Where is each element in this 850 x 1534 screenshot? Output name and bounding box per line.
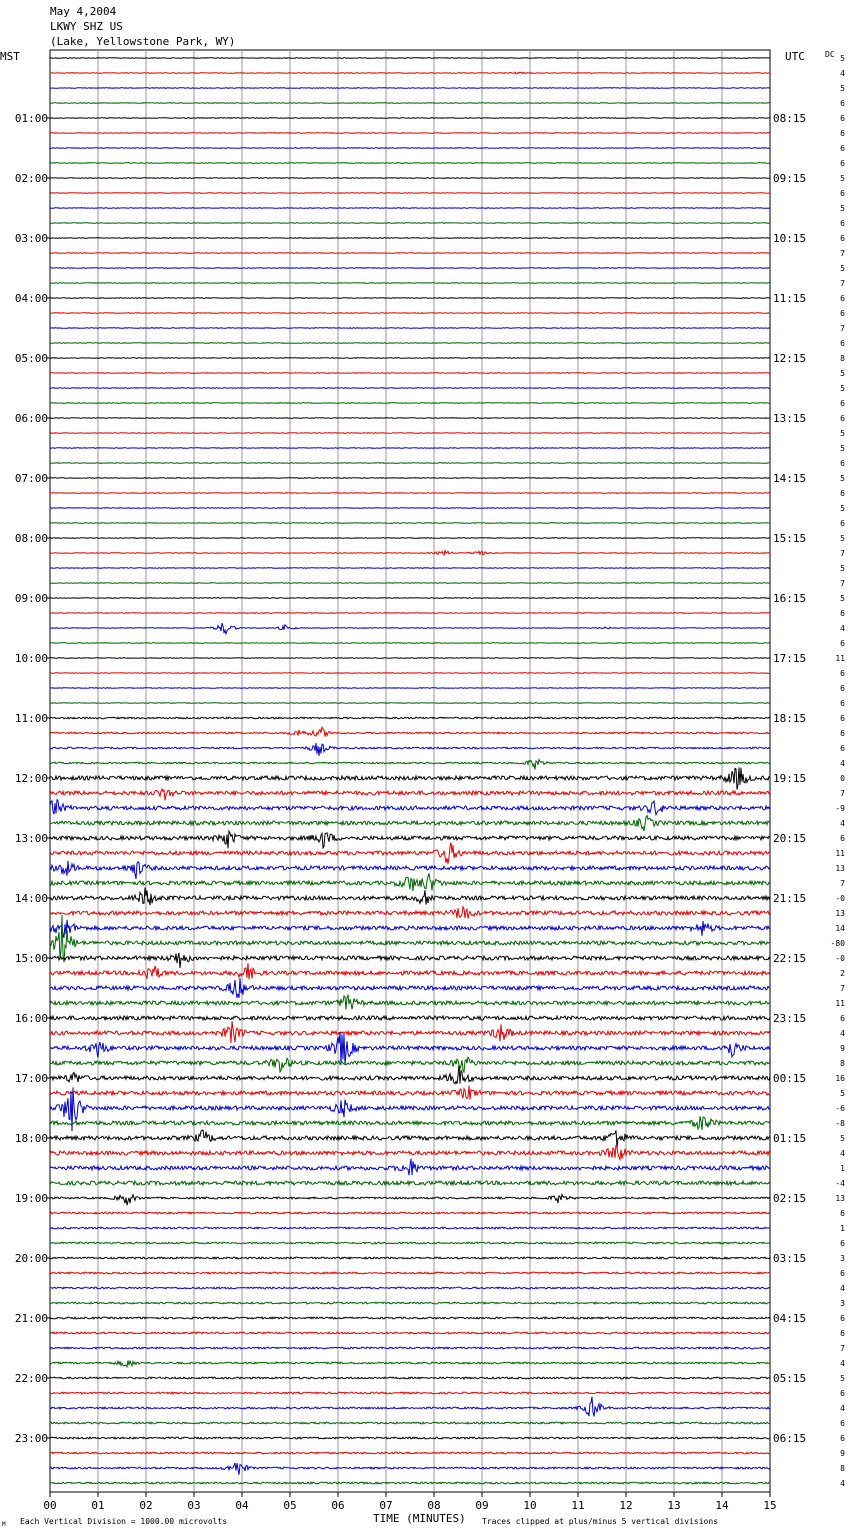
seismic-trace xyxy=(50,703,770,704)
seismic-trace xyxy=(50,953,770,968)
dc-offset-label: 16 xyxy=(835,1074,845,1083)
x-tick-label: 10 xyxy=(523,1499,537,1512)
plot-grid xyxy=(50,50,770,1492)
seismic-trace xyxy=(50,148,770,149)
seismic-trace xyxy=(50,358,770,359)
dc-offset-label: 4 xyxy=(840,759,845,768)
dc-offset-label: 6 xyxy=(840,339,845,348)
dc-offset-label: 4 xyxy=(840,69,845,78)
dc-offset-label: 11 xyxy=(835,654,845,663)
left-hour-label: 21:00 xyxy=(14,1312,48,1325)
seismic-trace xyxy=(50,523,770,524)
seismic-trace xyxy=(50,1377,770,1379)
dc-offset-label: 6 xyxy=(840,519,845,528)
right-hour-label: 21:15 xyxy=(773,892,807,905)
x-tick-label: 00 xyxy=(43,1499,57,1512)
dc-offset-label: 4 xyxy=(840,819,845,828)
seismic-trace xyxy=(50,1437,770,1439)
seismic-trace xyxy=(50,1065,770,1084)
dc-offset-label: 5 xyxy=(840,429,845,438)
dc-offset-label: 6 xyxy=(840,1434,845,1443)
dc-offset-label: 9 xyxy=(840,1449,845,1458)
dc-offset-label: 5 xyxy=(840,564,845,573)
dc-offset-label: 9 xyxy=(840,1044,845,1053)
dc-offset-label: 7 xyxy=(840,324,845,333)
x-tick-label: 09 xyxy=(475,1499,489,1512)
seismic-trace xyxy=(50,816,770,831)
left-hour-label: 07:00 xyxy=(14,472,48,485)
left-hour-label: 22:00 xyxy=(14,1372,48,1385)
seismic-trace xyxy=(50,688,770,689)
seismic-trace xyxy=(50,118,770,119)
dc-offset-label: 6 xyxy=(840,144,845,153)
left-hour-label: 14:00 xyxy=(14,892,48,905)
seismic-trace xyxy=(50,1159,770,1176)
dc-offset-label: 5 xyxy=(840,1374,845,1383)
dc-offset-label: 6 xyxy=(840,1419,845,1428)
seismic-trace xyxy=(50,193,770,194)
seismic-trace xyxy=(50,907,770,919)
dc-offset-label: 6 xyxy=(840,684,845,693)
dc-offset-label: 6 xyxy=(840,414,845,423)
dc-offset-label: 4 xyxy=(840,624,845,633)
right-hour-label: 19:15 xyxy=(773,772,807,785)
left-timezone-label: MST xyxy=(0,50,20,63)
seismic-trace xyxy=(50,403,770,404)
dc-offset-label: -0 xyxy=(835,954,845,963)
dc-offset-label: 6 xyxy=(840,219,845,228)
x-tick-label: 02 xyxy=(139,1499,153,1512)
right-hour-label: 12:15 xyxy=(773,352,807,365)
left-hour-label: 17:00 xyxy=(14,1072,48,1085)
seismic-trace xyxy=(50,583,770,584)
seismic-trace xyxy=(50,328,770,329)
seismic-trace xyxy=(50,388,770,389)
x-tick-label: 11 xyxy=(571,1499,585,1512)
dc-offset-label: 6 xyxy=(840,744,845,753)
left-hour-label: 05:00 xyxy=(14,352,48,365)
x-tick-label: 07 xyxy=(379,1499,393,1512)
dc-column-label: DC xyxy=(825,50,835,59)
dc-offset-label: 5 xyxy=(840,1089,845,1098)
seismic-trace xyxy=(50,861,770,879)
right-timezone-label: UTC xyxy=(785,50,805,63)
dc-offset-label: 6 xyxy=(840,699,845,708)
x-tick-label: 03 xyxy=(187,1499,201,1512)
dc-offset-label: 6 xyxy=(840,639,845,648)
dc-offset-label: 7 xyxy=(840,249,845,258)
chart-title-station: LKWY SHZ US xyxy=(50,20,123,33)
seismic-trace xyxy=(50,1212,770,1214)
dc-offset-label: 6 xyxy=(840,1209,845,1218)
seismic-trace xyxy=(50,1317,770,1319)
seismic-trace xyxy=(50,551,770,556)
seismic-trace xyxy=(50,920,770,938)
dc-offset-label: -9 xyxy=(835,804,845,813)
dc-offset-label: 6 xyxy=(840,1329,845,1338)
left-hour-label: 15:00 xyxy=(14,952,48,965)
seismic-trace xyxy=(50,1086,770,1100)
right-hour-label: 20:15 xyxy=(773,832,807,845)
dc-offset-label: 6 xyxy=(840,99,845,108)
right-hour-label: 18:15 xyxy=(773,712,807,725)
right-hour-label: 06:15 xyxy=(773,1432,807,1445)
dc-offset-label: 6 xyxy=(840,129,845,138)
right-hour-label: 04:15 xyxy=(773,1312,807,1325)
dc-offset-label: 7 xyxy=(840,879,845,888)
chart-title-date: May 4,2004 xyxy=(50,5,117,18)
dc-offset-label: 4 xyxy=(840,1359,845,1368)
left-hour-label: 04:00 xyxy=(14,292,48,305)
seismic-trace xyxy=(50,643,770,644)
right-hour-label: 15:15 xyxy=(773,532,807,545)
scale-note: Each Vertical Division = 1000.00 microvolts xyxy=(20,1517,228,1526)
dc-offset-label: 6 xyxy=(840,1314,845,1323)
dc-offset-label: 4 xyxy=(840,1284,845,1293)
x-tick-label: 14 xyxy=(715,1499,729,1512)
seismic-trace xyxy=(50,568,770,569)
x-tick-label: 06 xyxy=(331,1499,345,1512)
seismic-trace xyxy=(50,463,770,464)
left-hour-label: 11:00 xyxy=(14,712,48,725)
seismic-trace xyxy=(50,1195,770,1206)
dc-offset-label: 7 xyxy=(840,579,845,588)
dc-offset-label: 5 xyxy=(840,474,845,483)
right-hour-label: 02:15 xyxy=(773,1192,807,1205)
seismic-trace xyxy=(50,1482,770,1484)
seismic-trace xyxy=(50,1287,770,1289)
dc-offset-label: 3 xyxy=(840,1254,845,1263)
dc-offset-label: 5 xyxy=(840,504,845,513)
right-hour-label: 05:15 xyxy=(773,1372,807,1385)
seismic-trace xyxy=(50,1145,770,1160)
dc-offset-label: 3 xyxy=(840,1299,845,1308)
seismic-trace xyxy=(50,1021,770,1043)
seismic-trace xyxy=(50,831,770,848)
dc-offset-label: 8 xyxy=(840,1464,845,1473)
dc-offset-label: 6 xyxy=(840,834,845,843)
axis-labels xyxy=(15,54,845,1512)
clip-note: Traces clipped at plus/minus 5 vertical divisions xyxy=(482,1517,719,1526)
left-hour-label: 09:00 xyxy=(14,592,48,605)
seismic-trace xyxy=(50,72,770,74)
plot-frame xyxy=(50,50,770,1492)
dc-offset-label: 6 xyxy=(840,669,845,678)
seismic-trace xyxy=(50,1181,770,1185)
seismic-trace xyxy=(50,313,770,314)
right-hour-label: 11:15 xyxy=(773,292,807,305)
seismic-trace xyxy=(50,88,770,89)
left-hour-label: 12:00 xyxy=(14,772,48,785)
right-hour-label: 08:15 xyxy=(773,112,807,125)
seismic-trace xyxy=(50,873,770,891)
seismic-trace xyxy=(50,343,770,344)
dc-offset-label: 1 xyxy=(840,1224,845,1233)
seismic-trace xyxy=(50,1463,770,1475)
right-hour-label: 17:15 xyxy=(773,652,807,665)
seismic-trace xyxy=(50,915,770,963)
seismic-trace xyxy=(50,727,770,736)
left-hour-label: 02:00 xyxy=(14,172,48,185)
seismic-trace xyxy=(50,448,770,449)
dc-offset-label: 6 xyxy=(840,399,845,408)
dc-offset-label: 7 xyxy=(840,789,845,798)
dc-offset-label: 8 xyxy=(840,1059,845,1068)
x-tick-label: 04 xyxy=(235,1499,249,1512)
dc-offset-label: 2 xyxy=(840,969,845,978)
dc-offset-label: 6 xyxy=(840,1014,845,1023)
dc-offset-label: 13 xyxy=(835,1194,845,1203)
left-hour-label: 23:00 xyxy=(14,1432,48,1445)
x-tick-label: 15 xyxy=(763,1499,777,1512)
dc-offset-label: 6 xyxy=(840,1389,845,1398)
left-hour-label: 20:00 xyxy=(14,1252,48,1265)
left-hour-label: 13:00 xyxy=(14,832,48,845)
x-tick-label: 05 xyxy=(283,1499,297,1512)
seismic-trace xyxy=(50,1130,770,1147)
dc-offset-label: 6 xyxy=(840,729,845,738)
dc-offset-label: 11 xyxy=(835,999,845,1008)
dc-offset-label: 5 xyxy=(840,1134,845,1143)
dc-offset-label: 13 xyxy=(835,864,845,873)
seismic-trace xyxy=(50,1272,770,1274)
seismic-trace xyxy=(50,888,770,906)
left-hour-label: 01:00 xyxy=(14,112,48,125)
seismic-trace xyxy=(50,493,770,494)
seismic-trace xyxy=(50,995,770,1009)
dc-offset-label: -4 xyxy=(835,1179,845,1188)
dc-offset-label: 5 xyxy=(840,534,845,543)
seismic-trace xyxy=(50,623,770,634)
right-hour-label: 03:15 xyxy=(773,1252,807,1265)
seismic-trace xyxy=(50,478,770,479)
dc-offset-label: 7 xyxy=(840,984,845,993)
right-hour-label: 09:15 xyxy=(773,172,807,185)
seismic-trace xyxy=(50,978,770,998)
seismic-trace xyxy=(50,717,770,719)
seismic-trace xyxy=(50,283,770,284)
right-hour-label: 23:15 xyxy=(773,1012,807,1025)
dc-offset-label: 5 xyxy=(840,264,845,273)
right-hour-label: 00:15 xyxy=(773,1072,807,1085)
dc-offset-label: 6 xyxy=(840,294,845,303)
right-hour-label: 14:15 xyxy=(773,472,807,485)
dc-offset-label: 5 xyxy=(840,384,845,393)
right-hour-label: 22:15 xyxy=(773,952,807,965)
seismic-traces xyxy=(50,58,770,1484)
seismic-trace xyxy=(50,178,770,179)
dc-offset-label: 6 xyxy=(840,114,845,123)
seismic-trace xyxy=(50,1452,770,1454)
seismic-trace xyxy=(50,843,770,864)
seismic-trace xyxy=(50,1242,770,1244)
seismic-trace xyxy=(50,538,770,539)
dc-offset-label: 4 xyxy=(840,1029,845,1038)
corner-mark: M xyxy=(2,1521,6,1528)
dc-offset-label: -8 xyxy=(835,1119,845,1128)
left-hour-label: 19:00 xyxy=(14,1192,48,1205)
dc-offset-label: 5 xyxy=(840,204,845,213)
seismic-trace xyxy=(50,1422,770,1424)
seismic-trace xyxy=(50,743,770,756)
seismic-trace xyxy=(50,1016,770,1020)
left-hour-label: 18:00 xyxy=(14,1132,48,1145)
x-axis-title: TIME (MINUTES) xyxy=(373,1512,466,1525)
seismic-trace xyxy=(50,613,770,614)
dc-offset-label: 4 xyxy=(840,1404,845,1413)
left-hour-label: 16:00 xyxy=(14,1012,48,1025)
seismic-trace xyxy=(50,418,770,419)
dc-offset-label: 11 xyxy=(835,849,845,858)
left-hour-label: 10:00 xyxy=(14,652,48,665)
left-hour-label: 03:00 xyxy=(14,232,48,245)
seismic-trace xyxy=(50,133,770,134)
dc-offset-label: 7 xyxy=(840,279,845,288)
dc-offset-label: 6 xyxy=(840,714,845,723)
right-hour-label: 16:15 xyxy=(773,592,807,605)
dc-offset-label: 7 xyxy=(840,549,845,558)
seismic-trace xyxy=(50,1361,770,1367)
seismic-trace xyxy=(50,1227,770,1229)
seismic-trace xyxy=(50,673,770,674)
left-hour-label: 08:00 xyxy=(14,532,48,545)
dc-offset-label: 6 xyxy=(840,1269,845,1278)
seismic-trace xyxy=(50,298,770,299)
seismic-trace xyxy=(50,1116,770,1130)
seismic-trace xyxy=(50,800,770,815)
seismic-trace xyxy=(50,1257,770,1259)
x-tick-label: 08 xyxy=(427,1499,441,1512)
seismic-trace xyxy=(50,598,770,599)
dc-offset-label: 6 xyxy=(840,189,845,198)
right-hour-label: 10:15 xyxy=(773,232,807,245)
dc-offset-label: 7 xyxy=(840,1344,845,1353)
dc-offset-label: 0 xyxy=(840,774,845,783)
dc-offset-label: 4 xyxy=(840,1149,845,1158)
dc-offset-label: 5 xyxy=(840,84,845,93)
seismic-trace xyxy=(50,223,770,224)
dc-offset-label: 6 xyxy=(840,159,845,168)
seismic-trace xyxy=(50,163,770,164)
seismic-trace xyxy=(50,58,770,59)
seismic-trace xyxy=(50,103,770,104)
dc-offset-label: 6 xyxy=(840,1239,845,1248)
left-hour-label: 06:00 xyxy=(14,412,48,425)
dc-offset-label: -80 xyxy=(830,939,845,948)
seismic-trace xyxy=(50,373,770,374)
seismic-trace xyxy=(50,1302,770,1304)
seismic-trace xyxy=(50,767,770,789)
seismic-trace xyxy=(50,1392,770,1394)
dc-offset-label: 14 xyxy=(835,924,845,933)
seismic-trace xyxy=(50,268,770,269)
x-tick-label: 12 xyxy=(619,1499,633,1512)
dc-offset-label: 5 xyxy=(840,594,845,603)
seismic-trace xyxy=(50,208,770,209)
dc-offset-label: 6 xyxy=(840,459,845,468)
dc-offset-label: 8 xyxy=(840,354,845,363)
seismic-trace xyxy=(50,1057,770,1072)
chart-title-location: (Lake, Yellowstone Park, WY) xyxy=(50,35,236,48)
seismic-trace xyxy=(50,433,770,434)
seismic-trace xyxy=(50,508,770,509)
dc-offset-label: -6 xyxy=(835,1104,845,1113)
seismic-trace xyxy=(50,963,770,979)
seismic-trace xyxy=(50,1347,770,1349)
dc-offset-label: 6 xyxy=(840,609,845,618)
dc-offset-label: 6 xyxy=(840,234,845,243)
dc-offset-label: 6 xyxy=(840,309,845,318)
dc-offset-label: -0 xyxy=(835,894,845,903)
dc-offset-label: 1 xyxy=(840,1164,845,1173)
dc-offset-label: 13 xyxy=(835,909,845,918)
dc-offset-label: 6 xyxy=(840,489,845,498)
seismic-trace xyxy=(50,760,770,770)
dc-offset-label: 5 xyxy=(840,369,845,378)
seismic-trace xyxy=(50,789,770,800)
seismic-trace xyxy=(50,253,770,254)
x-tick-label: 01 xyxy=(91,1499,105,1512)
dc-offset-label: 5 xyxy=(840,444,845,453)
dc-offset-label: 4 xyxy=(840,1479,845,1488)
seismic-trace xyxy=(50,658,770,659)
seismic-trace xyxy=(50,1397,770,1417)
seismic-trace xyxy=(50,238,770,239)
x-tick-label: 13 xyxy=(667,1499,681,1512)
seismic-trace xyxy=(50,1332,770,1334)
right-hour-label: 13:15 xyxy=(773,412,807,425)
right-hour-label: 01:15 xyxy=(773,1132,807,1145)
dc-offset-label: 5 xyxy=(840,174,845,183)
dc-offset-label: 5 xyxy=(840,54,845,63)
